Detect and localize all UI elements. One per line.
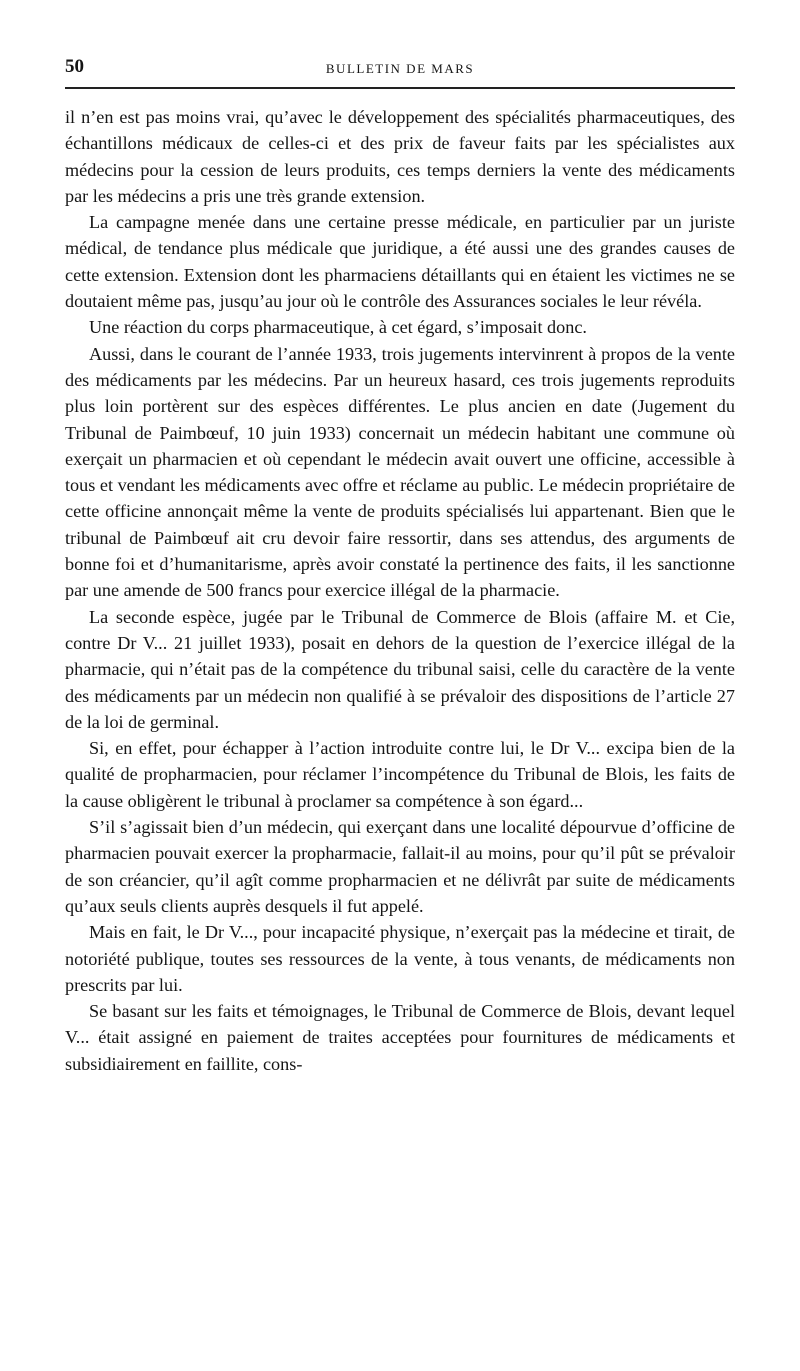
body-text [65, 104, 735, 1077]
book-page [65, 52, 735, 1077]
header-rule [65, 87, 735, 89]
paragraph-8: Mais en fait, le Dr V..., pour incapacité physique, n’exerçait pas la médecine et tirait, de notoriété publique, toutes ses ressources de la vente, à tous venants, de médicaments non prescrits par lui. [65, 922, 735, 995]
paragraph-6: Si, en effet, pour échapper à l’action introduite contre lui, le Dr V... excipa bien de la qualité de propharmacien, pour réclamer l’incompétence du Tribunal de Blois, les faits de la cause obligèrent le tribunal à proclamer sa compétence à son égard... [65, 738, 735, 811]
running-title: BULLETIN DE MARS [325, 61, 475, 76]
paragraph-4: Aussi, dans le courant de l’année 1933, trois jugements intervinrent à propos de la vente des médicaments par les médecins. Par un heureux hasard, ces trois jugements reproduits plus loin portèrent sur des espèces différentes. Le plus ancien en date (Jugement du Tribunal de Paimbœuf, 10 juin 1933) concernait un médecin habitant une commune où exerçait un pharmacien et où cependant le médecin avait ouvert une officine, accessible à tous et vendant les médicaments avec offre et réclame au public. Le médecin propriétaire de cette officine annonçait même la vente de produits spécialisés lui appartenant. Bien que le tribunal de Paimbœuf ait cru devoir faire ressortir, dans ses attendus, des arguments de bonne foi et d’humanitarisme, après avoir constaté la pertinence des faits, il les sanctionne par une amende de 500 francs pour exercice illégal de la pharmacie. [65, 343, 735, 601]
paragraph-1: il n’en est pas moins vrai, qu’avec le développement des spécialités pharmaceutiques, des échantillons médicaux de celles-ci et des prix de faveur faits par les spécialistes aux médecins pour la cession de leurs produits, ces temps derniers la vente des médicaments par les médecins a pris une très grande extension. [65, 107, 735, 206]
paragraph-5: La seconde espèce, jugée par le Tribunal de Commerce de Blois (affaire M. et Cie, contre Dr V... 21 juillet 1933), posait en dehors de la question de l’exercice illégal de la pharmacie, qui n’était pas de la compétence du tribunal saisi, celle du caractère de la vente des médicaments par un médecin non qualifié à se prévaloir des dispositions de l’article 27 de la loi de germinal. [65, 606, 735, 732]
paragraph-2: La campagne menée dans une certaine presse médicale, en particulier par un juriste médical, de tendance plus médicale que juridique, a été aussi une des grandes causes de cette extension. Extension dont les pharmaciens détaillants qui en étaient les victimes ne se doutaient même pas, jusqu’au jour où le contrôle des Assurances sociales le leur révéla. [65, 212, 735, 312]
paragraph-7: S’il s’agissait bien d’un médecin, qui exerçant dans une localité dépourvue d’officine de pharmacien pouvait exercer la propharmacie, fallait-il au moins, pour qu’il pût se prévaloir de son créancier, qu’il agît comme propharmacien et ne délivrât par suite de médicaments qu’aux seuls clients auprès desquels il fut appelé. [65, 817, 735, 916]
paragraph-3: Une réaction du corps pharmaceutique, à cet égard, s’imposait donc. [89, 317, 587, 338]
paragraph-9: Se basant sur les faits et témoignages, le Tribunal de Commerce de Blois, devant lequel V... était assigné en paiement de traites acceptées pour fournitures de médicaments et subsidiairement en faillite, cons- [65, 1001, 735, 1074]
page-number: 50 [65, 56, 84, 77]
running-header [65, 52, 735, 82]
